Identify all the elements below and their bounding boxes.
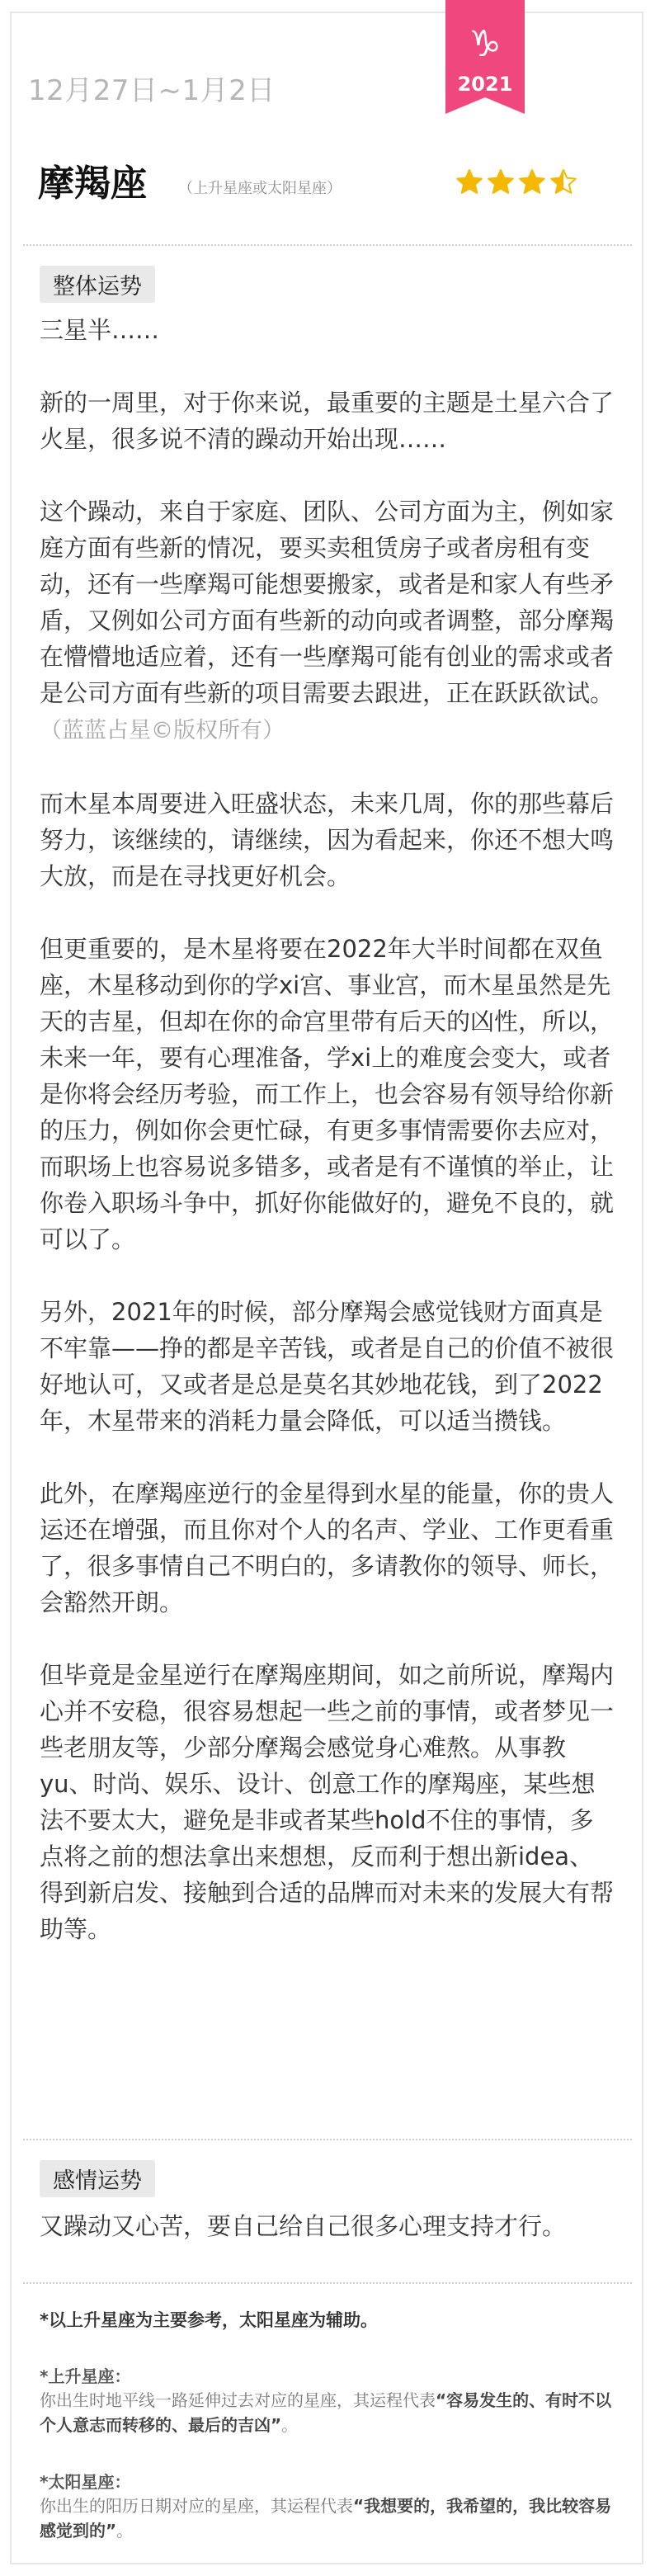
copyright-credit: （蓝蓝占星©版权所有） bbox=[40, 718, 285, 743]
paragraph: 但更重要的，是木星将要在2022年大半时间都在双鱼座，木星移动到你的学xi宫、事业宫，而木星虽然是先天的吉星，但却在你的命宫里带有后天的凶性，所以，未来一年，要有心理准备，学xi上的难度会变大，或者是你将会经历考验，而工作上，也会容易有领导给你新的压力，例如你会更忙碌，有更多事情需要你去应对，而职场上也容易说多错多，或者是有不谨慎的举止，让你卷入职场斗争中，抓好你能做好的，避免不良的，就可以了。 bbox=[40, 935, 615, 1253]
paragraph-text: 这个躁动，来自于家庭、团队、公司方面为主，例如家庭方面有些新的情况，要买卖租赁房子或者房租有变动，还有一些摩羯可能想要搬家，或者是和家人有些矛盾，又例如公司方面有些新的动向或者调整，部分摩羯在懵懵地适应着，还有一些摩羯可能有创业的需求或者是公司方面有些新的项目需要去跟进，正在跃跃欲试。 bbox=[40, 498, 615, 707]
capricorn-icon: ♑ bbox=[469, 23, 502, 65]
paragraph: 但毕竟是金星逆行在摩羯座期间，如之前所说，摩羯内心并不安稳，很容易想起一些之前的事情，或者梦见一些老朋友等，少部分摩羯会感觉身心难熬。从事教yu、时尚、娱乐、设计、创意工作的摩羯座，某些想法不要太大，避免是非或者某些hold不住的事情，多点将之前的想法拿出来想想，反而利于想出新idea、得到新启发、接触到合适的品牌而对未来的发展大有帮助等。 bbox=[40, 1661, 615, 1943]
title-row bbox=[38, 153, 615, 211]
star-full-icon bbox=[518, 168, 546, 196]
divider bbox=[23, 2282, 632, 2284]
year-label: 2021 bbox=[457, 73, 513, 96]
star-half-icon bbox=[549, 168, 577, 196]
sign-subtitle: （上升星座或太阳星座） bbox=[178, 180, 342, 197]
footnotes bbox=[40, 2307, 617, 2576]
note-quote: “容易发生的、有时不以个人意志而转移的、最后的吉凶” bbox=[40, 2390, 612, 2435]
section-tag-love: 感情运势 bbox=[40, 2160, 155, 2197]
note-rising-head: *上升星座： bbox=[40, 2366, 131, 2386]
note-quote: “我想要的，我希望的，我比较容易感觉到的” bbox=[40, 2496, 612, 2541]
sign-title: 摩羯座 bbox=[38, 163, 147, 205]
paragraph bbox=[40, 493, 617, 749]
paragraph: 而木星本周要进入旺盛状态，未来几周，你的那些幕后努力，该继续的，请继续，因为看起来，你还不想大鸣大放，而是在寻找更好机会。 bbox=[40, 790, 615, 890]
ribbon-shape bbox=[445, 0, 525, 124]
paragraph: 三星半…… bbox=[40, 316, 160, 344]
paragraph: 新的一周里，对于你来说，最重要的主题是土星六合了火星，很多说不清的躁动开始出现…… bbox=[40, 389, 615, 453]
paragraph: 又躁动又心苦，要自己给自己很多心理支持才行。 bbox=[40, 2212, 567, 2240]
note-text: 。 bbox=[281, 2415, 299, 2435]
year-ribbon bbox=[445, 0, 525, 124]
star-full-icon bbox=[487, 168, 515, 196]
note-sun-body bbox=[40, 2493, 617, 2543]
rating-stars bbox=[455, 168, 577, 201]
divider bbox=[23, 2139, 632, 2140]
note-text: 你出生时地平线一路延伸过去对应的星座，其运程代表 bbox=[40, 2390, 436, 2410]
star-full-icon bbox=[455, 168, 483, 196]
section-tag-overall: 整体运势 bbox=[40, 266, 155, 303]
overall-text bbox=[40, 312, 617, 1947]
paragraph: 此外，在摩羯座逆行的金星得到水星的能量，你的贵人运还在增强，而且你对个人的名声、学业、工作更看重了，很多事情自己不明白的，多请教你的领导、师长，会豁然开朗。 bbox=[40, 1479, 615, 1616]
note-text: 。 bbox=[116, 2521, 134, 2541]
note-rising-body bbox=[40, 2388, 617, 2437]
date-range: 12月27日~1月2日 bbox=[28, 74, 276, 107]
divider bbox=[23, 244, 632, 246]
paragraph: 另外，2021年的时候，部分摩羯会感觉钱财方面真是不牢靠——挣的都是辛苦钱，或者是自己的价值不被很好地认可，又或者是总是莫名其妙地花钱，到了2022年，木星带来的消耗力量会降低，可以适当攒钱。 bbox=[40, 1298, 615, 1435]
note-text: 你出生的阳历日期对应的星座，其运程代表 bbox=[40, 2496, 353, 2516]
note-sun-head: *太阳星座： bbox=[40, 2472, 131, 2492]
love-text bbox=[40, 2208, 617, 2244]
note-main: *以上升星座为主要参考，太阳星座为辅助。 bbox=[40, 2310, 378, 2330]
